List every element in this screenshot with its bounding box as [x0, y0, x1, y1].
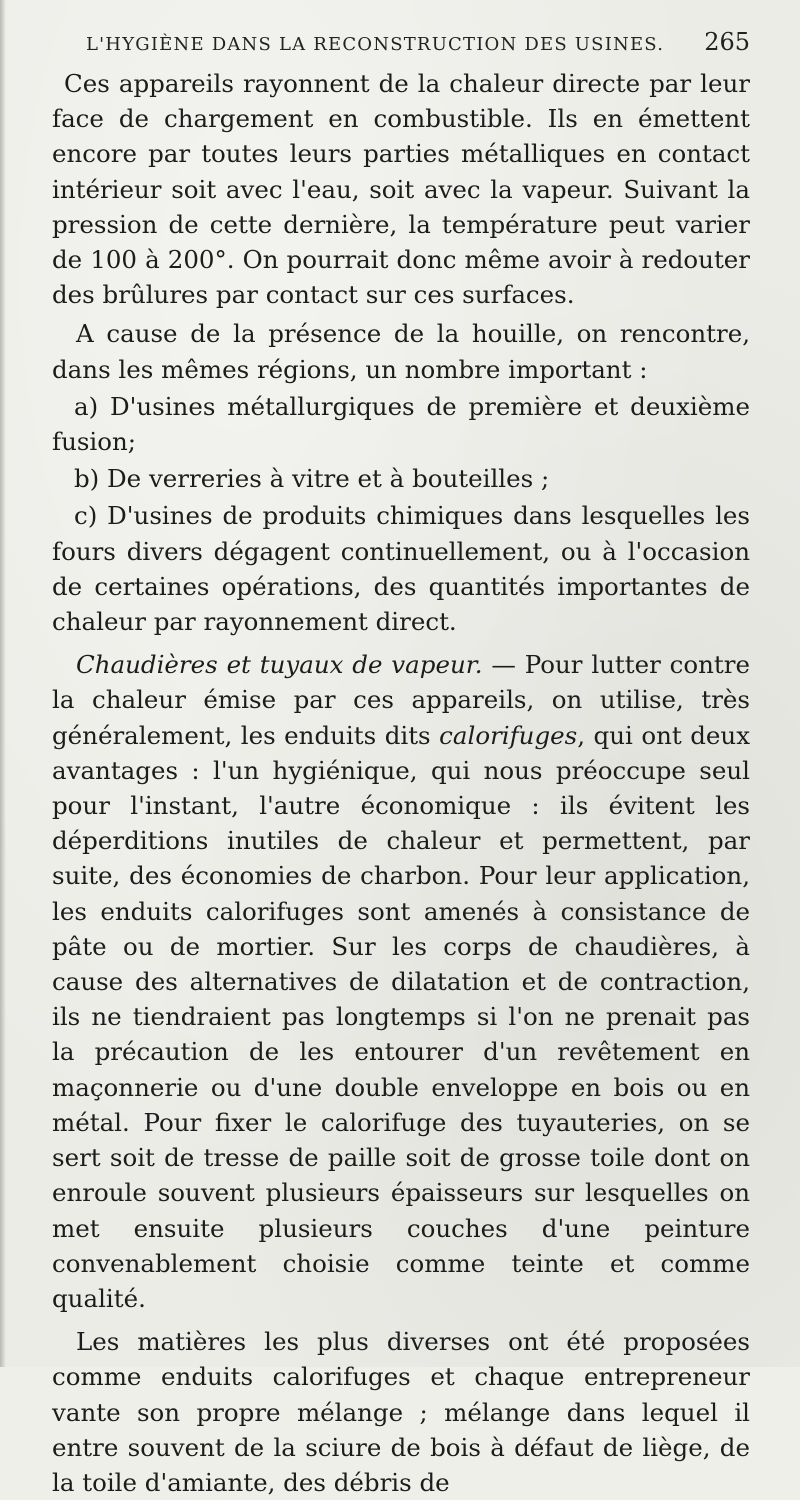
paragraph-chaudieres: [52, 647, 750, 1316]
paragraph-gap: [52, 1316, 750, 1324]
paragraph-chaudieres-lead: — Pour lutter contre la chaleur émise par ces appareils, on utilise, très généralement, les enduits dits: [52, 650, 750, 750]
paragraph-appareils: Ces appareils rayonnent de la chaleur directe par leur face de chargement en combustible. Ils en émettent encore par toutes leurs parties métalliques en contact intérieur soit avec l'eau, soit avec la vapeur. Suivant la pression de cette dernière, la température peut varier de 100 à 200°. On pourrait donc même avoir à redouter des brûlures par contact sur ces surfaces.: [52, 69, 750, 310]
page-number: 265: [704, 28, 750, 56]
paragraph-matieres: Les matières les plus diverses ont été proposées comme enduits calorifuges et chaque entrepreneur vante son propre mélange ; mélange dans lequel il entre souvent de la sciure de bois à défaut de liège, de la toile d'amiante, des débris de: [52, 1327, 750, 1497]
list-item-b: b) De verreries à vitre et à bouteilles ;: [74, 464, 550, 494]
list-item-a: a) D'usines métallurgiques de première et deuxième fusion;: [52, 391, 750, 457]
paragraph-houille: A cause de la présence de la houille, on rencontre, dans les mêmes régions, un nombre important :: [52, 319, 750, 384]
list-item-c: c) D'usines de produits chimiques dans lesquelles les fours divers dégagent continuellement, ou à l'occasion de certaines opérations, des quantités importantes de chaleur par rayonnement direct.: [52, 501, 750, 637]
running-head: [86, 28, 750, 64]
section-heading-chaudieres: Chaudières et tuyaux de vapeur.: [76, 650, 483, 680]
body-text: [52, 66, 750, 1500]
emphasis-calorifuges: calorifuges: [439, 720, 578, 750]
paragraph-chaudieres-body: , qui ont deux avantages : l'un hygiénique, qui nous préoccupe seul pour l'instant, l'autre économique : ils évitent les déperditions inutiles de chaleur et permettent, par suite, des économies de charbon. Pour leur application, les enduits calorifuges sont amenés à consistance de pâte ou de mortier. Sur les corps de chaudières, à cause des alternatives de dilatation et de contraction, ils ne tiendraient pas longtemps si l'on ne prenait pas la précaution de les entourer d'un revêtement en maçonnerie ou d'une double enveloppe en bois ou en métal. Pour fixer le calorifuge des tuyauteries, on se sert soit de tresse de paille soit de grosse toile dont on enroule souvent plusieurs épaisseurs sur lesquelles on met ensuite plusieurs couches d'une peinture convenablement choisie comme teinte et comme qualité.: [52, 720, 751, 1313]
paragraph-gap: [52, 639, 750, 647]
running-title: L'HYGIÈNE DANS LA RECONSTRUCTION DES USINES.: [86, 34, 665, 55]
